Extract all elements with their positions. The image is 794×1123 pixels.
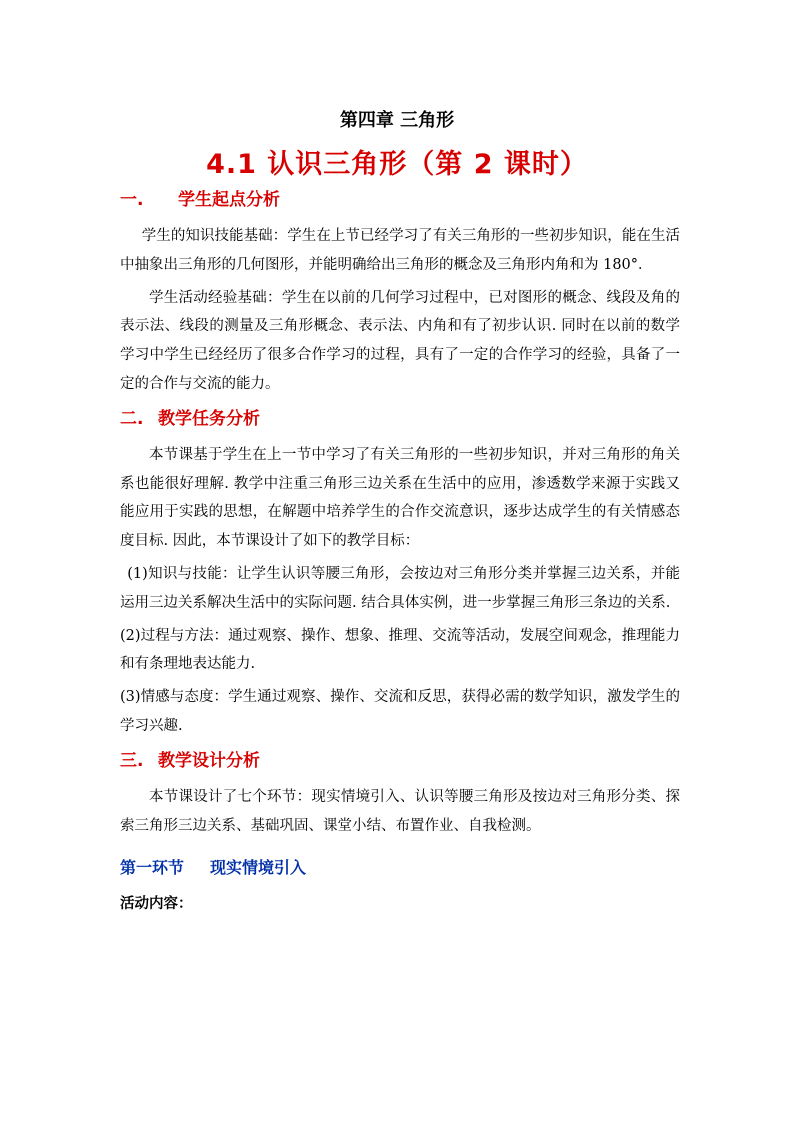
paragraph: 学生的知识技能基础：学生在上节已经学习了有关三角形的一些初步知识，能在生活中抽象出三角形的几何图形，并能明确给出三角形的概念及三角形内角和为 180°． — [120, 228, 680, 273]
section-title: 学生起点分析 — [178, 190, 280, 210]
lesson-title: 4.1 认识三角形（第 2 课时） — [206, 149, 588, 180]
paragraph: 学生活动经验基础：学生在以前的几何学习过程中，已对图形的概念、线段及角的表示法、线段的测量及三角形概念、表示法、内角和有了初步认识. 同时在以前的数学学习中学生已经经历了很多合作学习的过程，具有了一定的合作学习的经验，具备了一定的合作与交流的能力。 — [120, 289, 680, 392]
stage-heading — [120, 854, 680, 882]
section-number: 三. — [120, 750, 144, 771]
section-number: 二. — [120, 408, 144, 429]
section-number: 一. — [120, 190, 144, 210]
paragraph: (1)知识与技能：让学生认识等腰三角形，会按边对三角形分类并掌握三边关系，并能运用三边关系解决生活中的实际问题. 结合具体实例，进一步掌握三角形三条边的关系. — [120, 565, 680, 611]
section-heading-2 — [120, 405, 680, 433]
section-title: 教学设计分析 — [158, 750, 260, 771]
paragraph: 本节课设计了七个环节：现实情境引入、认识等腰三角形及按边对三角形分类、探索三角形三边关系、基础巩固、课堂小结、布置作业、自我检测。 — [120, 788, 680, 834]
paragraph: (3)情感与态度：学生通过观察、操作、交流和反思，获得必需的数学知识，激发学生的学习兴趣. — [120, 689, 680, 734]
paragraph: (2)过程与方法：通过观察、操作、想象、推理、交流等活动，发展空间观念，推理能力和有条理地表达能力. — [120, 627, 680, 673]
paragraph: 本节课基于学生在上一节中学习了有关三角形的一些初步知识，并对三角形的角关系也能很好理解. 教学中注重三角形三边关系在生活中的应用，渗透数学来源于实践又能应用于实践的思想，在解题中培养学生的合作交流意识，逐步达成学生的有关情感态度目标. 因此，本节课设计了如下的教学目标： — [120, 446, 680, 550]
section-heading-3 — [120, 747, 680, 775]
section-title: 教学任务分析 — [158, 408, 260, 429]
chapter-title: 第四章 三角形 — [339, 110, 455, 131]
stage-number: 第一环节 — [120, 858, 185, 878]
stage-title: 现实情境引入 — [210, 858, 307, 878]
document-body — [120, 186, 680, 918]
activity-label: 活动内容： — [120, 896, 193, 913]
section-heading-1 — [120, 186, 680, 214]
